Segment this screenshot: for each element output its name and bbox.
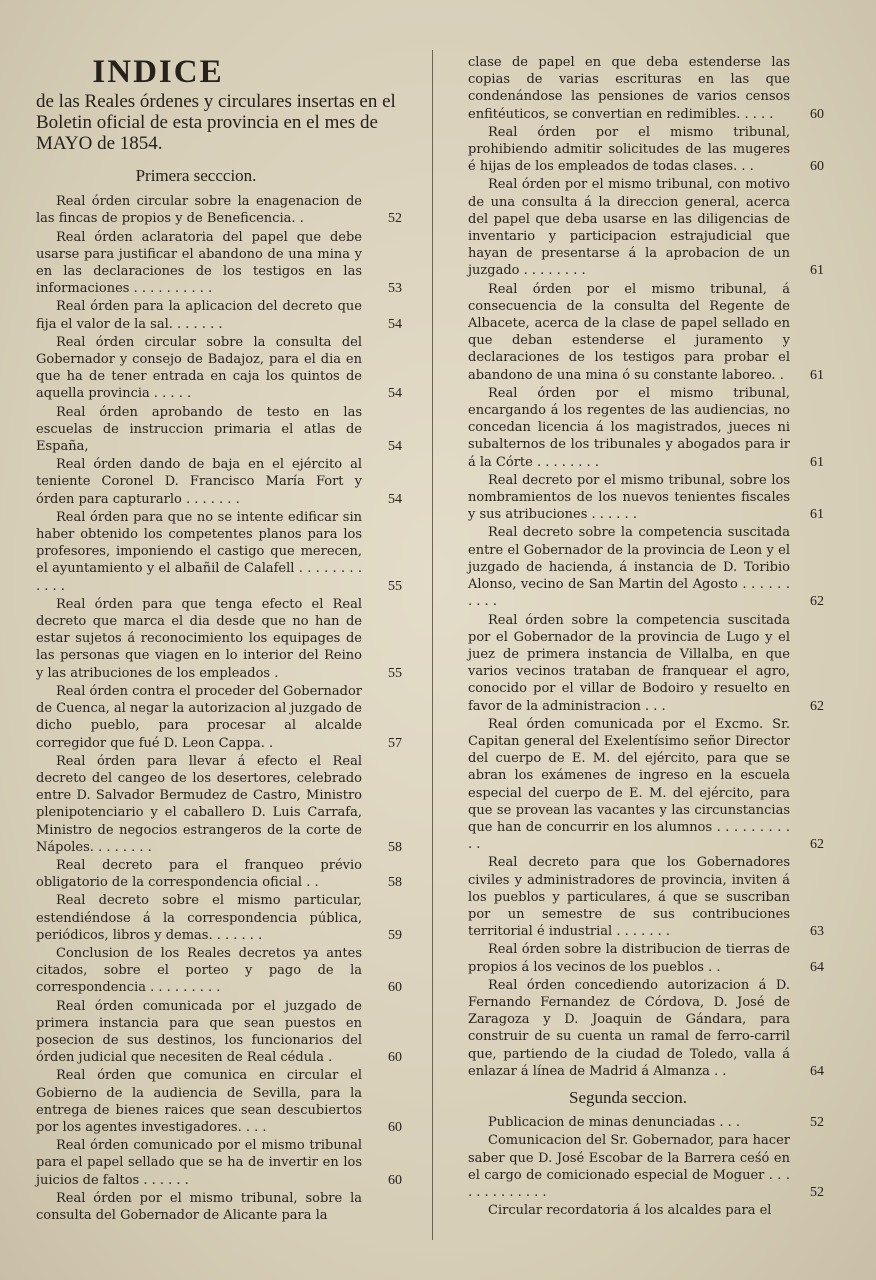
entry-page-number: 54 — [388, 439, 402, 455]
entry-page-number: 63 — [810, 924, 824, 940]
index-entry — [468, 176, 824, 279]
entry-text: Real decreto por el mismo tribunal, sobre los nombramientos de los nuevos tenientes fiscales y sus atribuciones . . . . . . — [468, 472, 790, 523]
entry-text: Real órden sobre la competencia suscitada por el Gobernador de la provincia de Lugo y el juez de primera instancia de Villalba, en que varios vecinos trataban de franquear el agro, conocido por el villar de Bodoiro y resuelto en favor de la administracion . . . — [468, 612, 790, 714]
entry-text: Real órden comunicada por el Excmo. Sr. Capitan general del Exelentísimo señor Director del cuerpo de E. M. del ejército, para que se abran los exámenes de ingreso en la escuela especial del cuerpo de E. M. del ejército, para que se provean las vacantes y las circunstancias que han de concurrir en los alumnos . . . . . . . . . . . — [468, 716, 790, 853]
entry-text: Real órden por el mismo tribunal, encargando á los regentes de las audiencias, no concedan licencia á los magistrados, jueces ni subalternos de los tribunales y abogados para ir á la Córte . . . . . . . . — [468, 385, 790, 470]
entry-page-number: 58 — [388, 875, 402, 891]
index-entry — [468, 977, 824, 1080]
index-entry — [36, 596, 402, 682]
index-entry — [468, 612, 824, 715]
entry-page-number: 54 — [388, 316, 402, 332]
index-entry — [468, 1114, 824, 1131]
index-entry — [468, 281, 824, 384]
entry-text: Real órden que comunica en circular el Gobierno de la audiencia de Sevilla, para la entrega de bienes raices que sean descubiertos por los agentes investigadores. . . . — [36, 1068, 362, 1135]
entry-text: Real órden circular sobre la enagenacion de las fincas de propios y de Beneficencia. . — [36, 194, 362, 227]
entry-page-number: 61 — [810, 507, 824, 523]
index-entry — [36, 1137, 402, 1189]
index-entry — [36, 509, 402, 595]
section-heading-first: Primera secccion. — [135, 166, 257, 185]
entry-text: Real órden por el mismo tribunal, prohibiendo admitir solicitudes de las mugeres é hijas de los empleados de todas clases. . . — [468, 124, 790, 175]
entry-page-number: 58 — [388, 839, 402, 855]
entry-page-number: 54 — [388, 491, 402, 507]
entry-text: Real órden circular sobre la consulta del Gobernador y consejo de Badajoz, para el dia en que ha de tener entrada en caja los quintos de aquella provincia . . . . . — [36, 334, 362, 402]
entry-page-number: 54 — [388, 386, 402, 402]
entry-text: Real decreto sobre la competencia suscitada entre el Gobernador de la provincia de Leon y el juzgado de hacienda, á instancia de D. Toribio Alonso, vecino de San Martin del Agosto . . . . . . . . . . — [468, 525, 790, 610]
entry-page-number: 60 — [388, 1172, 402, 1188]
entry-page-number: 59 — [388, 927, 402, 943]
entry-text: Real órden por el mismo tribunal, á consecuencia de la consulta del Regente de Albacete, acerca de la clase de papel sellado en que deban estenderse el juramento y declaraciones de los testigos para probar el abandono de una mina ó su constante laboreo. . — [468, 281, 790, 383]
index-entry — [468, 54, 824, 123]
index-entry — [36, 456, 402, 508]
index-entry — [468, 854, 824, 940]
index-entry — [36, 945, 402, 997]
index-entry — [36, 892, 402, 944]
entry-text: Real órden sobre la distribucion de tierras de propios á los vecinos de los pueblos . . — [468, 942, 790, 975]
entry-text: Real órden para llevar á efecto el Real decreto del cangeo de los desertores, celebrado entre D. Salvador Bermudez de Castro, Ministro plenipotenciario y el caballero D. Luis Carrafa, Ministro de negocios estrangeros de la corte de Nápoles. . . . . . . . — [36, 753, 362, 855]
index-entry — [468, 716, 824, 854]
entry-page-number: 52 — [810, 1115, 824, 1131]
entry-text: Real órden aclaratoria del papel que debe usarse para justificar el abandono de una mina y en las declaraciones de los testigos en las informaciones . . . . . . . . . . — [36, 229, 362, 297]
second-entry-list — [468, 1114, 824, 1219]
entry-text: Circular recordatoria á los alcaldes para el — [488, 1203, 772, 1219]
entry-page-number: 55 — [388, 665, 402, 681]
entry-page-number: 62 — [810, 594, 824, 610]
left-entry-list — [36, 193, 402, 1224]
entry-text: Real órden para que no se intente edificar sin haber obtenido los competentes planos para los profesores, imponiendo el castigo que merecen, el ayuntamiento y el albañil de Calafell . . . . . . . . . . . . — [36, 509, 362, 594]
entry-text: Real órden dando de baja en el ejército al teniente Coronel D. Francisco María Fort y órden para capturarlo . . . . . . . — [36, 457, 362, 507]
entry-page-number: 53 — [388, 281, 402, 297]
column-divider — [432, 50, 433, 1240]
entry-page-number: 61 — [810, 454, 824, 470]
entry-text: Real órden concediendo autorizacion á D. Fernando Fernandez de Córdova, D. José de Zaragoza y D. Joaquin de Gándara, para construir de su cuenta un ramal de ferro-carril que, partiendo de la ciudad de Toledo, valla á enlazar á línea de Madrid á Almanza . . — [468, 977, 790, 1079]
entry-text: Real órden por el mismo tribunal, con motivo de una consulta á la direccion general, acerca del papel que deba usarse en las diligencias de inventario y participacion estrajudicial que hayan de presentarse á la aprobacion de un juzgado . . . . . . . . — [468, 177, 790, 279]
right-column — [468, 54, 824, 1220]
index-entry — [36, 1190, 402, 1224]
entry-text: Real decreto para el franqueo prévio obligatorio de la correspondencia oficial . . — [36, 857, 362, 891]
index-entry — [468, 524, 824, 610]
entry-page-number: 60 — [810, 159, 824, 175]
index-entry — [36, 193, 402, 227]
entry-text: Real órden para que tenga efecto el Real decreto que marca el dia desde que no han de estar sujetos á reconocimiento los equipages de las personas que viagen en lo interior del Reino y las atribuciones de los empleados . — [36, 596, 362, 681]
entry-page-number: 62 — [810, 698, 824, 714]
right-entry-list — [468, 54, 824, 1080]
entry-text: Real órden contra el proceder del Gobernador de Cuenca, al negar la autorizacion al juzgado de dicho pueblo, para procesar al alcalde corregidor que fué D. Leon Cappa. . — [36, 683, 362, 751]
entry-page-number: 57 — [388, 735, 402, 751]
entry-page-number: 52 — [388, 211, 402, 227]
entry-page-number: 61 — [810, 263, 824, 279]
entry-text: Publicacion de minas denunciadas . . . — [488, 1115, 740, 1131]
entry-page-number: 55 — [388, 578, 402, 594]
entry-text: Real órden para la aplicacion del decreto que fija el valor de la sal. . . . . . . — [36, 299, 362, 332]
entry-text: Real órden comunicada por el juzgado de primera instancia para que sean puestos en posecion de sus destinos, los funcionarios del órden judicial que necesiten de Real cédula . — [36, 998, 362, 1066]
left-column — [36, 0, 402, 1225]
index-entry — [468, 124, 824, 176]
index-entry — [36, 857, 402, 891]
entry-page-number: 60 — [388, 1050, 402, 1066]
entry-text: Real órden por el mismo tribunal, sobre la consulta del Gobernador de Alicante para la — [36, 1190, 362, 1223]
index-entry — [36, 1067, 402, 1136]
index-entry — [468, 1132, 824, 1201]
entry-page-number: 62 — [810, 837, 824, 853]
index-entry — [468, 385, 824, 471]
entry-page-number: 64 — [810, 1063, 824, 1079]
index-entry — [36, 334, 402, 403]
index-entry — [36, 998, 402, 1067]
entry-text: Real órden aprobando de testo en las escuelas de instruccion primaria el atlas de España, — [36, 404, 362, 455]
entry-text: Comunicacion del Sr. Gobernador, para hacer saber que D. José Escobar de la Barrera ceśó en el cargo de comicionado especial de Moguer . . . . . . . . . . . . . — [468, 1133, 790, 1200]
index-entry — [36, 753, 402, 856]
index-title: INDICE — [92, 54, 224, 90]
entry-text: Real decreto sobre el mismo particular, estendiéndose á la correspondencia pública, periódicos, libros y demas. . . . . . . — [36, 893, 362, 943]
entry-text: clase de papel en que deba estenderse las copias de varias escrituras en las que condenándose las pensiones de varios censos enfitéuticos, se convertian en redimibles. . . . . — [468, 55, 790, 122]
index-entry — [468, 1202, 824, 1219]
entry-page-number: 60 — [810, 106, 824, 122]
index-entry — [468, 472, 824, 524]
entry-text: Real decreto para que los Gobernadores civiles y administradores de provincia, inviten á los pueblos y particulares, á que se suscriban por un semestre de sus contribuciones territorial é industrial . . . . . . . — [468, 855, 790, 940]
index-entry — [36, 298, 402, 332]
entry-page-number: 64 — [810, 959, 824, 975]
entry-text: Conclusion de los Reales decretos ya antes citados, sobre el porteo y pago de la correspondencia . . . . . . . . . — [36, 945, 362, 996]
index-subtitle: de las Reales órdenes y circulares insertas en el Boletin oficial de esta provincia en el mes de MAYO de 1854. — [36, 91, 396, 154]
section-heading-second: Segunda seccion. — [568, 1087, 688, 1107]
entry-page-number: 61 — [810, 367, 824, 383]
index-entry — [36, 683, 402, 752]
index-entry — [36, 404, 402, 456]
index-entry — [468, 941, 824, 975]
entry-text: Real órden comunicado por el mismo tribunal para el papel sellado que se ha de invertir en los juicios de faltos . . . . . . — [36, 1138, 362, 1188]
entry-page-number: 60 — [388, 1119, 402, 1135]
entry-page-number: 52 — [810, 1185, 824, 1200]
index-entry — [36, 229, 402, 298]
entry-page-number: 60 — [388, 980, 402, 996]
